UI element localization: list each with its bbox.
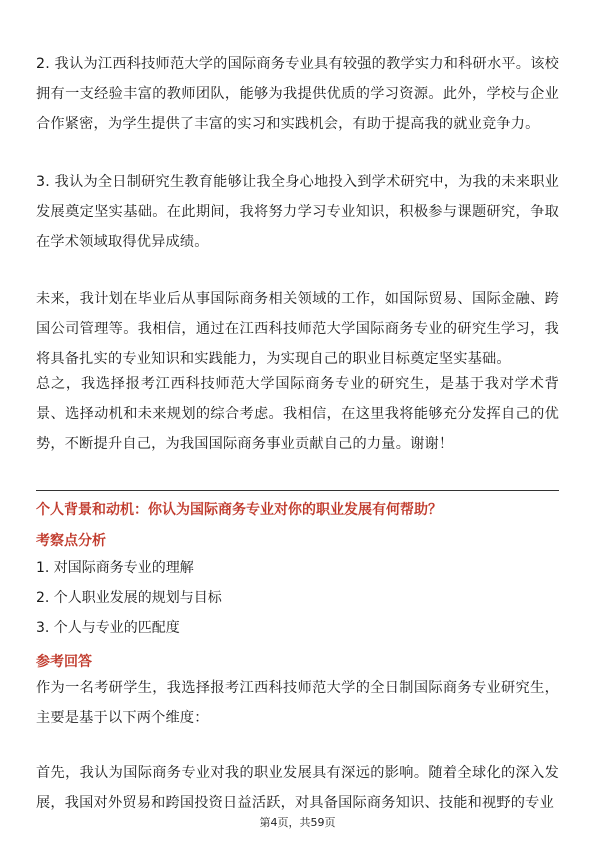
list-item: 2. 个人职业发展的规划与目标 bbox=[36, 590, 222, 606]
paragraph-future-plan: 未来，我计划在毕业后从事国际商务相关领域的工作，如国际贸易、国际金融、跨国公司管理等。我相信，通过在江西科技师范大学国际商务专业的研究生学习，我将具备扎实的专业知识和实践能力，为实现自己的职业目标奠定坚实基础。 bbox=[36, 291, 559, 367]
analysis-list bbox=[36, 553, 559, 643]
analysis-label: 考察点分析 bbox=[36, 533, 106, 549]
paragraph-reason-2: 2. 我认为江西科技师范大学的国际商务专业具有较强的教学实力和科研水平。该校拥有一支经验丰富的教师团队，能够为我提供优质的学习资源。此外，学校与企业合作紧密，为学生提供了丰富的实习和实践机会，有助于提高我的就业竞争力。 bbox=[36, 56, 559, 132]
list-item: 3. 个人与专业的匹配度 bbox=[36, 620, 180, 636]
paragraph-conclusion: 总之，我选择报考江西科技师范大学国际商务专业的研究生，是基于我对学术背景、选择动机和未来规划的综合考虑。我相信，在这里我将能够充分发挥自己的优势，不断提升自己，为我国国际商务事业贡献自己的力量。谢谢！ bbox=[36, 376, 559, 452]
answer-paragraph-intro: 作为一名考研学生，我选择报考江西科技师范大学的全日制国际商务专业研究生，主要是基于以下两个维度： bbox=[36, 680, 559, 726]
list-item: 1. 对国际商务专业的理解 bbox=[36, 560, 194, 576]
page-number: 第4页，共59页 bbox=[259, 816, 336, 829]
answer-paragraph-first: 首先，我认为国际商务专业对我的职业发展具有深远的影响。随着全球化的深入发展，我国对外贸易和跨国投资日益活跃，对具备国际商务知识、技能和视野的专业 bbox=[36, 765, 559, 811]
section-divider bbox=[36, 490, 559, 491]
paragraph-reason-3: 3. 我认为全日制研究生教育能够让我全身心地投入到学术研究中，为我的未来职业发展奠定坚实基础。在此期间，我将努力学习专业知识，积极参与课题研究，争取在学术领域取得优异成绩。 bbox=[36, 174, 559, 250]
answer-label: 参考回答 bbox=[36, 654, 92, 670]
question-heading: 个人背景和动机：你认为国际商务专业对你的职业发展有何帮助？ bbox=[36, 502, 442, 518]
